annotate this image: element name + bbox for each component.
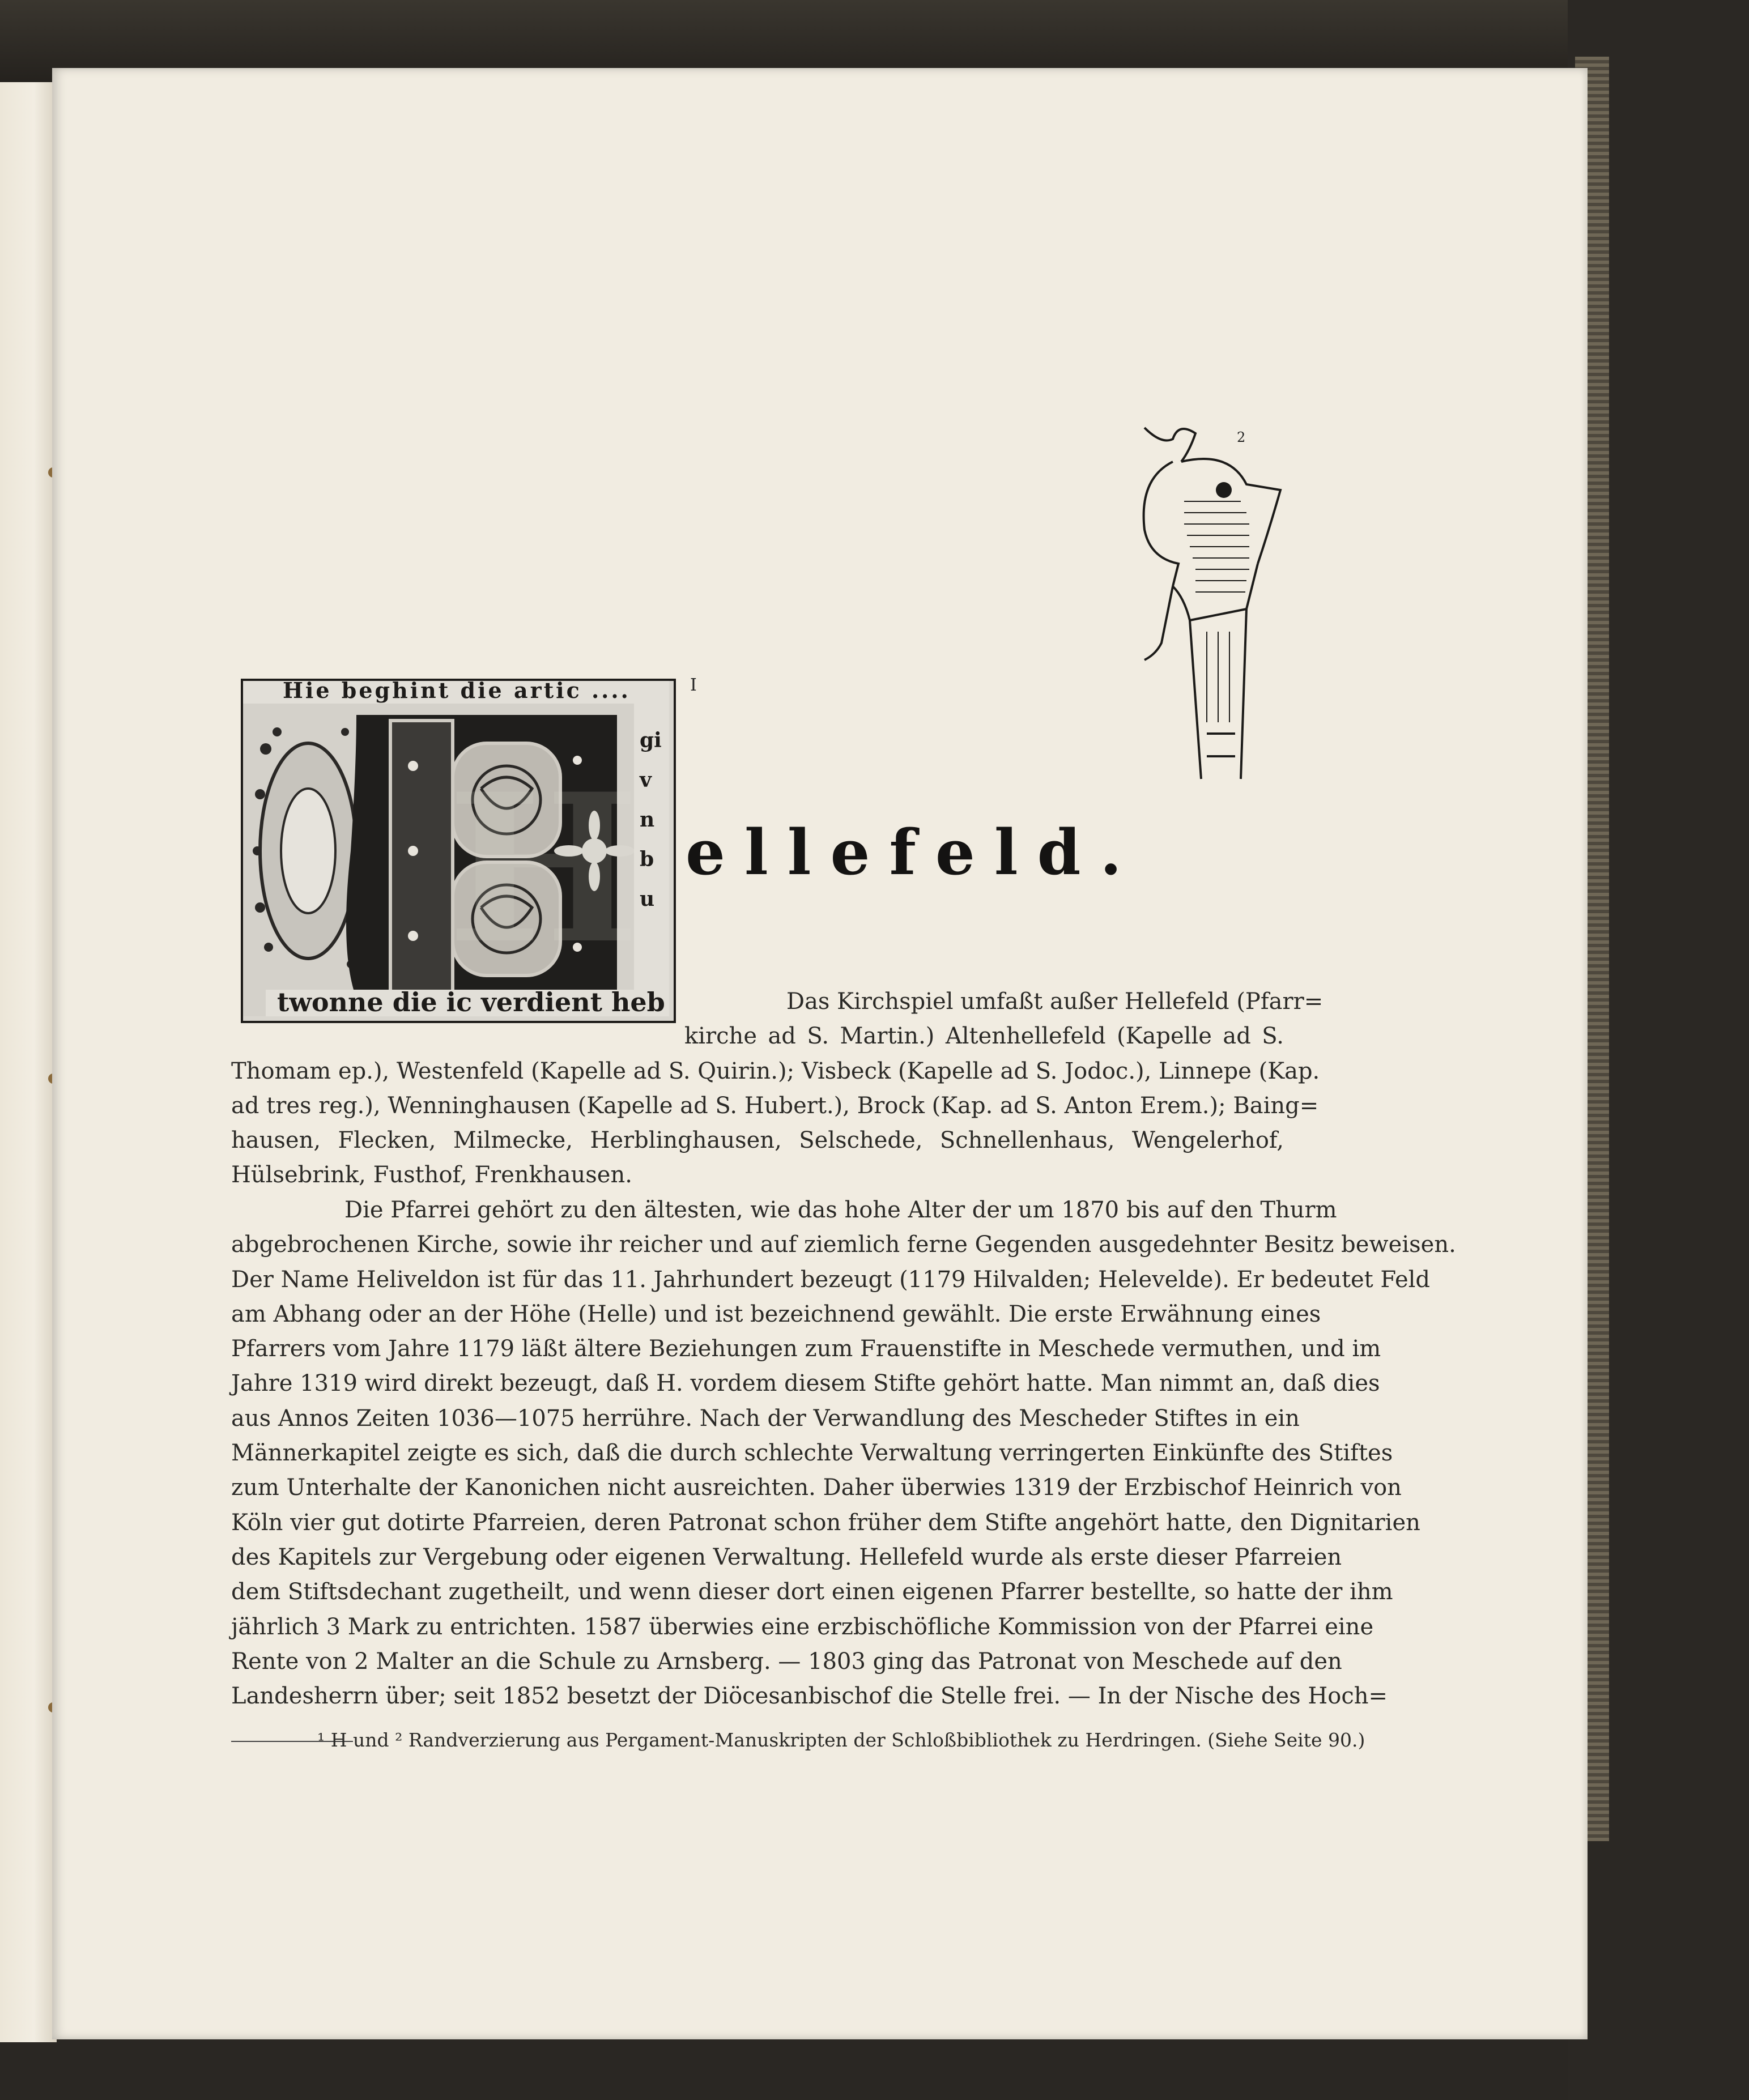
paragraph-2: [231, 1193, 1456, 1714]
initial-letter: H: [447, 749, 640, 989]
text-line: Das Kirchspiel umfaßt außer Hellefeld (Pfarr=: [786, 989, 1324, 1015]
text-line: aus Annos Zeiten 1036—1075 herrühre. Nach der Verwandlung des Mescheder Stiftes in ein: [231, 1405, 1300, 1432]
text-line: Jahre 1319 wird direkt bezeugt, daß H. vordem diesem Stifte gehört hatte. Man nimmt an, daß dies: [231, 1370, 1380, 1397]
text-line: dem Stiftsdechant zugetheilt, und wenn dieser dort einen eigenen Pfarrer bestellte, so hatte der ihm: [231, 1579, 1393, 1605]
text-line: ad tres reg.), Wenninghausen (Kapelle ad S. Hubert.), Brock (Kap. ad S. Anton Erem.); Baing=: [231, 1092, 1319, 1119]
text-line: Thomam ep.), Westenfeld (Kapelle ad S. Quirin.); Visbeck (Kapelle ad S. Jodoc.), Linnepe (Kap.: [231, 1058, 1320, 1084]
text-line: jährlich 3 Mark zu entrichten. 1587 überwies eine erzbischöfliche Kommission von der Pfarrei eine: [231, 1613, 1374, 1640]
text-line: abgebrochenen Kirche, sowie ihr reicher und auf ziemlich ferne Gegenden ausgedehnter Besitz beweisen.: [231, 1232, 1456, 1258]
paragraph-1: [231, 985, 1324, 1193]
text-line: Hülsebrink, Fusthof, Frenkhausen.: [231, 1162, 632, 1189]
text-line: des Kapitels zur Vergebung oder eigenen Verwaltung. Hellefeld wurde als erste dieser Pfarreien: [231, 1544, 1342, 1570]
text-line: Köln vier gut dotirte Pfarreien, deren Patronat schon früher dem Stifte angehört hatte, den Dignitarien: [231, 1509, 1420, 1536]
text-line: Landesherrn über; seit 1852 besetzt der Diöcesanbischof die Stelle frei. — In der Nische des Hoch=: [231, 1683, 1388, 1710]
illuminated-initial: [241, 679, 676, 1023]
left-page-edge: [0, 82, 57, 2042]
text-line: Der Name Heliveldon ist für das 11. Jahrhundert bezeugt (1179 Hilvalden; Helevelde). Er bedeutet Feld: [231, 1266, 1431, 1293]
figure-label-2: 2: [1237, 429, 1246, 445]
text-line: am Abhang oder an der Höhe (Helle) und ist bezeichnend gewählt. Die erste Erwähnung eines: [231, 1301, 1321, 1327]
text-line: Männerkapitel zeigte es sich, daß die durch schlechte Verwaltung verringerten Einkünfte des Stiftes: [231, 1440, 1393, 1467]
initial-bottom-text: twonne die ic verdient heb: [277, 987, 665, 1017]
text-line: hausen, Flecken, Milmecke, Herblinghausen, Selschede, Schnellenhaus, Wengelerhof,: [231, 1127, 1284, 1154]
text-line: kirche ad S. Martin.) Altenhellefeld (Kapelle ad S.: [684, 1023, 1284, 1050]
text-line: zum Unterhalte der Kanonichen nicht ausreichten. Daher überwies 1319 der Erzbischof Heinrich von: [231, 1475, 1402, 1501]
figure-label-1: I: [690, 675, 697, 695]
text-line: Rente von 2 Malter an die Schule zu Arnsberg. — 1803 ging das Patronat von Meschede auf den: [231, 1648, 1342, 1675]
initial-right-text: gi vn bu: [640, 729, 662, 911]
marginal-ornament-drawing: [1127, 416, 1292, 802]
text-line: Pfarrers vom Jahre 1179 läßt ältere Beziehungen zum Frauenstifte in Meschede vermuthen, und im: [231, 1336, 1381, 1362]
footnote: ¹ H und ² Randverzierung aus Pergament-Manuskripten der Schloßbibliothek zu Herdringen. (Siehe Seite 90.): [317, 1729, 1365, 1751]
text-line: Die Pfarrei gehört zu den ältesten, wie das hohe Alter der um 1870 bis auf den Thurm: [344, 1197, 1337, 1223]
page-title: ellefeld.: [686, 816, 1141, 889]
initial-top-text: Hie beghint die artic ....: [283, 679, 631, 703]
